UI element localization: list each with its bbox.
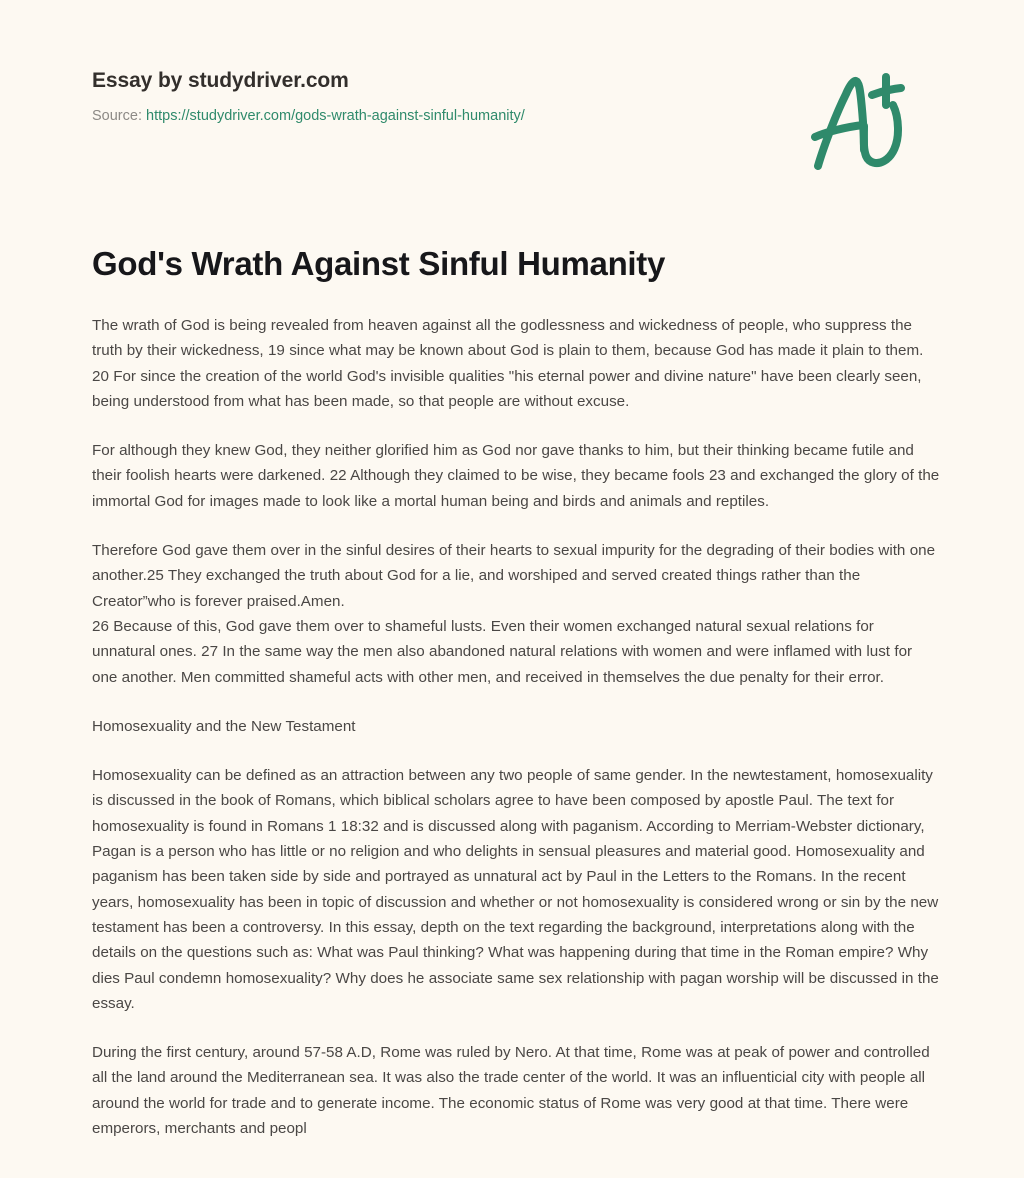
body-paragraph: Homosexuality can be defined as an attraction between any two people of same gender. In the newtestament, homosexuality is discussed in the book of Romans, which biblical scholars agree to have been composed by apostle Paul. The text for homosexuality is found in Romans 1 18:32 and is discussed along with paganism. According to Merriam-Webster dictionary, Pagan is a person who has little or no religion and who delights in sensual pleasures and material good. Homosexuality and paganism has been taken side by side and portrayed as unnatural act by Paul in the Letters to the Romans. In the recent years, homosexuality has been in topic of discussion and whether or not homosexuality is considered wrong or sin by the new testament has been a controversy. In this essay, depth on the text regarding the background, interpretations along with the details on the questions such as: What was Paul thinking? What was happening during that time in the Roman empire? Why dies Paul condemn homosexuality? Why does he associate same sex relationship with pagan worship will be discussed in the essay. (92, 767, 939, 1012)
body-paragraph: For although they knew God, they neither glorified him as God nor gave thanks to him, but their thinking became futile and their foolish hearts were darkened. 22 Although they claimed to be wise, they became fools 23 and exchanged the glory of the immortal God for images made to look like a mortal human being and birds and animals and reptiles. (92, 442, 940, 510)
source-label: Source: (92, 108, 142, 124)
page-title: God's Wrath Against Sinful Humanity (92, 245, 666, 282)
a-plus-logo (806, 66, 916, 181)
section-heading-homosexuality-new-testament: Homosexuality and the New Testament (92, 717, 356, 735)
source-url-link[interactable]: https://studydriver.com/gods-wrath-against-sinful-humanity/ (146, 108, 525, 124)
body-paragraph: The wrath of God is being revealed from heaven against all the godlessness and wickedness of people, who suppress the truth by their wickedness, 19 since what may be known about God is plain to them, because God has made it plain to them. 20 For since the creation of the world God's invisible qualities "his eternal power and divine nature" have been clearly seen, being understood from what has been made, so that people are without excuse. (92, 317, 924, 410)
essay-body (92, 313, 940, 1141)
body-paragraph: 26 Because of this, God gave them over to shameful lusts. Even their women exchanged natural sexual relations for unnatural ones. 27 In the same way the men also abandoned natural relations with women and were inflamed with lust for one another. Men committed shameful acts with other men, and received in themselves the due penalty for their error. (92, 617, 913, 686)
body-paragraph-truncated: During the first century, around 57-58 A.D, Rome was ruled by Nero. At that time, Rome was at peak of power and controlled all the land around the Mediterranean sea. It was also the trade center of the world. It was an influenticial city with people all around the world for trade and to generate income. The economic status of Rome was very good at that time. There were emperors, merchants and peopl (92, 1044, 930, 1138)
essay-byline: Essay by studydriver.com (92, 69, 349, 92)
body-paragraph: Therefore God gave them over in the sinful desires of their hearts to sexual impurity for the degrading of their bodies with one another.25 They exchanged the truth about God for a lie, and worshiped and served created things rather than the Creator”who is forever praised.Amen. (92, 542, 936, 610)
